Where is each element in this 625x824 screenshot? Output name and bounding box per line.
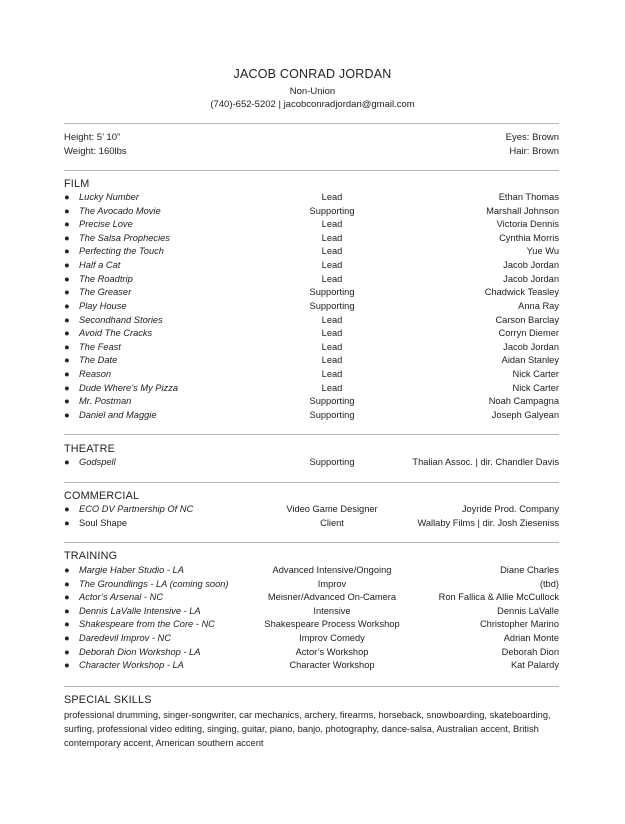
bullet-icon: ●	[64, 219, 70, 230]
credit-role: Lead	[321, 369, 343, 380]
weight-stat: Weight: 160lbs	[64, 146, 127, 157]
credit-title: Godspell	[79, 457, 116, 467]
skills-text: professional drumming, singer-songwriter, car mechanics, archery, firearms, horseback, snowboarding, skateboarding, surfing, professional video editing, singing, guitar, piano, banjo, photography, dance-salsa, Australian accent, British contemporary accent, American southern accent	[64, 710, 551, 748]
credit-director: Anna Ray	[518, 300, 559, 311]
credit-role: Lead	[321, 219, 343, 230]
credit-director: Noah Campagna	[488, 396, 559, 407]
credit-row	[64, 315, 559, 329]
credit-row	[64, 647, 559, 661]
credit-director: Ethan Thomas	[498, 192, 559, 202]
eyes-stat: Eyes: Brown	[505, 132, 559, 143]
bullet-icon: ●	[64, 232, 70, 243]
film-section-title: FILM	[64, 178, 90, 190]
credit-director: Dennis LaValle	[497, 605, 559, 616]
credit-row	[64, 192, 559, 206]
credit-director: Nick Carter	[512, 369, 559, 380]
credit-director: Adrian Monte	[503, 633, 559, 643]
credit-row	[64, 355, 559, 369]
theatre-section-title: THEATRE	[64, 443, 115, 455]
bullet-icon: ●	[64, 565, 70, 575]
bullet-icon: ●	[64, 382, 70, 393]
credit-title: Character Workshop - LA	[79, 660, 184, 671]
credit-row	[64, 260, 559, 274]
bullet-icon: ●	[64, 660, 70, 671]
credit-title: Margie Haber Studio - LA	[79, 565, 184, 575]
bullet-icon: ●	[64, 592, 70, 603]
bullet-icon: ●	[64, 578, 70, 589]
bullet-icon: ●	[64, 409, 70, 420]
credit-role: Video Game Designer	[286, 504, 378, 514]
credit-director: Chadwick Teasley	[484, 287, 559, 298]
credit-role: Advanced Intensive/Ongoing	[272, 565, 392, 575]
credit-director: Yue Wu	[526, 246, 559, 257]
credit-row	[64, 342, 559, 356]
credit-title: Daredevil Improv - NC	[79, 633, 171, 643]
credit-role: Lead	[321, 341, 343, 352]
credit-row	[64, 606, 559, 620]
bullet-icon: ●	[64, 605, 70, 616]
credit-role: Meisner/Advanced On-Camera	[267, 592, 397, 603]
hair-stat: Hair: Brown	[509, 146, 559, 157]
bullet-icon: ●	[64, 619, 70, 630]
union-status: Non-Union	[289, 86, 336, 97]
credit-director: Aidan Stanley	[501, 355, 559, 366]
bullet-icon: ●	[64, 633, 70, 643]
credit-title: Daniel and Maggie	[79, 409, 157, 420]
actor-name: JACOB CONRAD JORDAN	[233, 67, 392, 81]
credit-row	[64, 504, 559, 518]
credit-title: The Greaser	[79, 287, 132, 298]
bullet-icon: ●	[64, 205, 70, 216]
credit-row	[64, 274, 559, 288]
credit-role: Supporting	[309, 287, 355, 298]
credit-director: Thalian Assoc. | dir. Chandler Davis	[412, 457, 559, 467]
bullet-icon: ●	[64, 287, 70, 298]
credit-title: ECO DV Partnership Of NC	[79, 504, 194, 514]
bullet-icon: ●	[64, 457, 70, 467]
credit-role: Improv	[317, 578, 347, 589]
credit-row	[64, 633, 559, 647]
credit-role: Lead	[321, 314, 343, 325]
bullet-icon: ●	[64, 260, 70, 271]
credit-title: Secondhand Stories	[79, 314, 163, 325]
divider	[64, 123, 559, 124]
credit-role: Client	[320, 517, 344, 528]
credit-title: Dennis LaValle Intensive - LA	[79, 605, 201, 616]
credit-role: Supporting	[309, 409, 355, 420]
credit-row	[64, 565, 559, 579]
credit-role: Lead	[321, 246, 343, 257]
credit-title: The Roadtrip	[79, 273, 133, 284]
credit-row	[64, 592, 559, 606]
credit-row	[64, 579, 559, 593]
credit-director: Carson Barclay	[495, 314, 559, 325]
credit-row	[64, 369, 559, 383]
credit-director: Victoria Dennis	[496, 219, 559, 230]
credit-title: Perfecting the Touch	[79, 246, 164, 257]
credit-row	[64, 457, 559, 471]
credit-row	[64, 233, 559, 247]
credit-role: Actor’s Workshop	[295, 646, 369, 657]
credit-row	[64, 518, 559, 532]
credit-row	[64, 396, 559, 410]
credit-director: Kat Palardy	[510, 660, 559, 671]
credit-role: Supporting	[309, 205, 355, 216]
credit-row	[64, 410, 559, 424]
credit-director: Deborah Dion	[501, 646, 559, 657]
credit-role: Lead	[321, 273, 343, 284]
credit-title: The Date	[79, 355, 118, 366]
credit-director: Wallaby Films | dir. Josh Zieseniss	[417, 517, 559, 528]
credit-title: Precise Love	[79, 219, 133, 230]
credit-title: The Groundlings - LA (coming soon)	[79, 578, 229, 589]
credit-director: Marshall Johnson	[486, 205, 559, 216]
credit-role: Lead	[321, 232, 343, 243]
credit-row	[64, 619, 559, 633]
credit-director: Nick Carter	[512, 382, 559, 393]
credit-director: Jacob Jordan	[503, 260, 559, 271]
bullet-icon: ●	[64, 646, 70, 657]
bullet-icon: ●	[64, 341, 70, 352]
credit-role: Lead	[321, 192, 343, 202]
credit-title: Half a Cat	[79, 260, 121, 271]
bullet-icon: ●	[64, 328, 70, 339]
credit-title: The Avocado Movie	[79, 205, 161, 216]
credit-title: Shakespeare from the Core - NC	[79, 619, 215, 630]
credit-title: Mr. Postman	[79, 396, 132, 407]
credit-role: Supporting	[309, 300, 355, 311]
credit-row	[64, 383, 559, 397]
credit-director: Jacob Jordan	[503, 273, 559, 284]
credit-role: Supporting	[309, 457, 355, 467]
commercial-section-title: COMMERCIAL	[64, 490, 140, 502]
bullet-icon: ●	[64, 246, 70, 257]
credit-role: Lead	[321, 328, 343, 339]
bullet-icon: ●	[64, 314, 70, 325]
bullet-icon: ●	[64, 504, 70, 514]
credit-director: Christopher Marino	[479, 619, 559, 630]
divider	[64, 542, 559, 543]
contact-info: (740)-652-5202 | jacobconradjordan@gmail.com	[210, 99, 415, 110]
bullet-icon: ●	[64, 355, 70, 366]
credit-role: Intensive	[313, 605, 351, 616]
bullet-icon: ●	[64, 300, 70, 311]
credit-title: Soul Shape	[79, 517, 128, 528]
credit-director: Diane Charles	[500, 565, 559, 575]
skills-section-title: SPECIAL SKILLS	[64, 694, 152, 706]
credit-title: Actor’s Arsenal - NC	[79, 592, 164, 603]
bullet-icon: ●	[64, 369, 70, 380]
bullet-icon: ●	[64, 273, 70, 284]
credit-director: Corryn Diemer	[498, 328, 559, 339]
training-section-title: TRAINING	[64, 550, 118, 562]
credit-director: Ron Fallica & Allie McCullock	[438, 592, 559, 603]
credit-director: Jacob Jordan	[503, 341, 559, 352]
divider	[64, 434, 559, 435]
credit-role: Lead	[321, 260, 343, 271]
credit-row	[64, 219, 559, 233]
bullet-icon: ●	[64, 192, 70, 202]
height-stat: Height: 5’ 10”	[64, 132, 121, 143]
credit-role: Supporting	[309, 396, 355, 407]
credit-director: Cynthia Morris	[499, 232, 559, 243]
credit-row	[64, 301, 559, 315]
credit-role: Lead	[321, 355, 343, 366]
credit-title: The Salsa Prophecies	[79, 232, 170, 243]
credit-director: Joyride Prod. Company	[461, 504, 559, 514]
credit-row	[64, 206, 559, 220]
credit-director: (tbd)	[539, 578, 559, 589]
credit-title: Avoid The Cracks	[79, 328, 153, 339]
credit-title: The Feast	[79, 341, 121, 352]
bullet-icon: ●	[64, 517, 70, 528]
credit-row	[64, 660, 559, 674]
bullet-icon: ●	[64, 396, 70, 407]
credit-director: Joseph Galyean	[491, 409, 559, 420]
credit-role: Shakespeare Process Workshop	[264, 619, 400, 630]
credit-title: Play House	[79, 300, 127, 311]
credit-role: Improv Comedy	[299, 633, 365, 643]
credit-title: Dude Where’s My Pizza	[79, 382, 179, 393]
divider	[64, 482, 559, 483]
credit-row	[64, 287, 559, 301]
divider	[64, 686, 559, 687]
credit-title: Lucky Number	[79, 192, 139, 202]
credit-title: Reason	[79, 369, 112, 380]
credit-row	[64, 328, 559, 342]
divider	[64, 170, 559, 171]
credit-role: Lead	[321, 382, 343, 393]
credit-role: Character Workshop	[289, 660, 375, 671]
credit-title: Deborah Dion Workshop - LA	[79, 646, 201, 657]
credit-row	[64, 246, 559, 260]
